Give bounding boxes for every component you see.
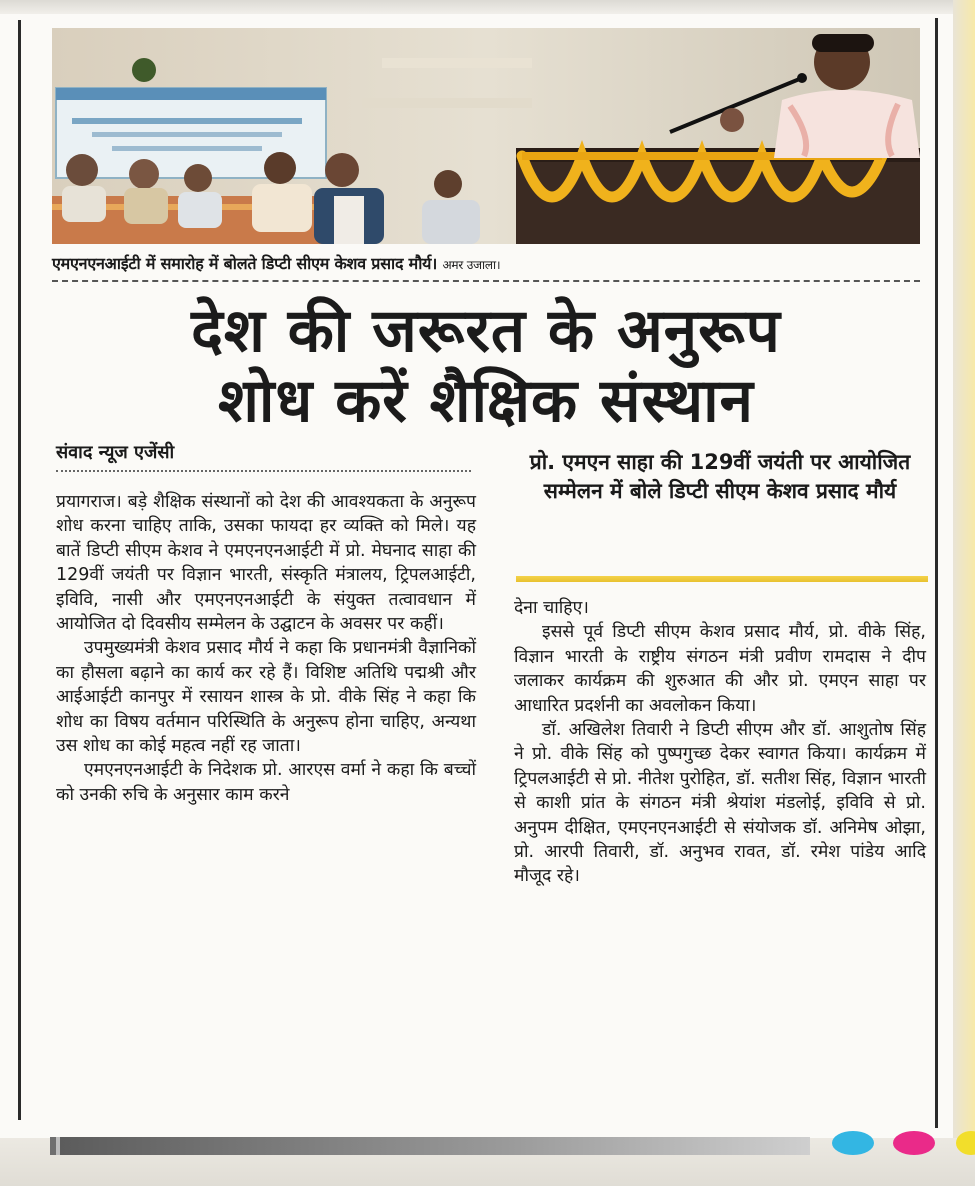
scan-right-edge: [953, 0, 975, 1186]
article-column-2: [514, 596, 926, 889]
print-registration-strip: [50, 1137, 810, 1155]
caption-divider: [52, 280, 920, 282]
subheadline: प्रो. एमएन साहा की 129वीं जयंती पर आयोजित सम्मेलन में बोले डिप्टी सीएम केशव प्रसाद मौर्य: [529, 450, 911, 503]
photo-caption: [52, 252, 920, 274]
byline-divider: [56, 470, 471, 472]
scan-top-edge: [0, 0, 975, 14]
subhead-yellow-rule: [516, 576, 928, 582]
byline: संवाद न्यूज एजेंसी: [56, 442, 175, 463]
headline: [52, 296, 920, 436]
magenta-registration-dot: [893, 1131, 935, 1155]
right-border-rule: [935, 18, 938, 1128]
caption-source: अमर उजाला।: [442, 258, 501, 272]
column-1-paragraph-1: प्रयागराज। बड़े शैक्षिक संस्थानों को देश की आवश्यकता के अनुरूप शोध करना चाहिए ताकि, उसका फायदा हर व्यक्ति को मिले। यह बातें डिप्टी सीएम केशव ने एमएनएनआईटी में प्रो. मेघनाद साहा की 129वीं जयंती पर विज्ञान भारती, संस्कृति मंत्रालय, ट्रिपलआईटी, इविवि, नासी और एमएनएनआईटी के संयुक्त तत्वावधान में आयोजित दो दिवसीय सम्मेलन के उद्घाटन के अवसर पर कहीं।: [56, 492, 476, 635]
headline-line-1: देश की जरूरत के अनुरूप: [191, 296, 781, 366]
event-photo: [52, 28, 920, 244]
column-2-paragraph-1: देना चाहिए।: [514, 598, 589, 618]
event-photo-illustration: [52, 28, 920, 244]
headline-line-2: शोध करें शैक्षिक संस्थान: [218, 366, 754, 436]
left-border-rule: [18, 20, 21, 1120]
column-2-paragraph-3: डॉ. अखिलेश तिवारी ने डिप्टी सीएम और डॉ. आशुतोष सिंह ने प्रो. वीके सिंह को पुष्पगुच्छ देकर स्वागत किया। कार्यक्रम में ट्रिपलआईटी से प्रो. नीतेश पुरोहित, डॉ. सतीश सिंह, विज्ञान भारती से काशी प्रांत के संगठन मंत्री श्रेयांश मंडलोई, इविवि से प्रो. अनुपम दीक्षित, एमएनएनआईटी से संयोजक डॉ. अनिमेष ओझा, प्रो. आरपी तिवारी, डॉ. अनुभव रावत, डॉ. रमेश पांडेय आदि मौजूद रहे।: [514, 720, 926, 887]
cyan-registration-dot: [832, 1131, 874, 1155]
column-2-paragraph-2: इससे पूर्व डिप्टी सीएम केशव प्रसाद मौर्य, प्रो. वीके सिंह, विज्ञान भारती के राष्ट्रीय संगठन मंत्री प्रवीण रामदास ने दीप जलाकर कार्यक्रम की शुरुआत की और प्रो. एमएन साहा पर आधारित प्रदर्शनी का अवलोकन किया।: [514, 622, 926, 716]
article-column-1: [56, 490, 476, 807]
column-1-paragraph-2: उपमुख्यमंत्री केशव प्रसाद मौर्य ने कहा कि प्रधानमंत्री वैज्ञानिकों का हौसला बढ़ाने का कार्य कर रहे हैं। विशिष्ट अतिथि पद्मश्री और आईआईटी कानपुर में रसायन शास्त्र के प्रो. वीके सिंह ने कहा कि शोध का विषय वर्तमान परिस्थिति के अनुरूप होना चाहिए, अन्यथा उस शोध का कोई महत्व नहीं रह जाता।: [56, 638, 476, 757]
column-1-paragraph-3: एमएनएनआईटी के निदेशक प्रो. आरएस वर्मा ने कहा कि बच्चों को उनकी रुचि के अनुसार काम करने: [56, 760, 476, 805]
caption-text: एमएनएनआईटी में समारोह में बोलते डिप्टी सीएम केशव प्रसाद मौर्य।: [52, 254, 438, 273]
